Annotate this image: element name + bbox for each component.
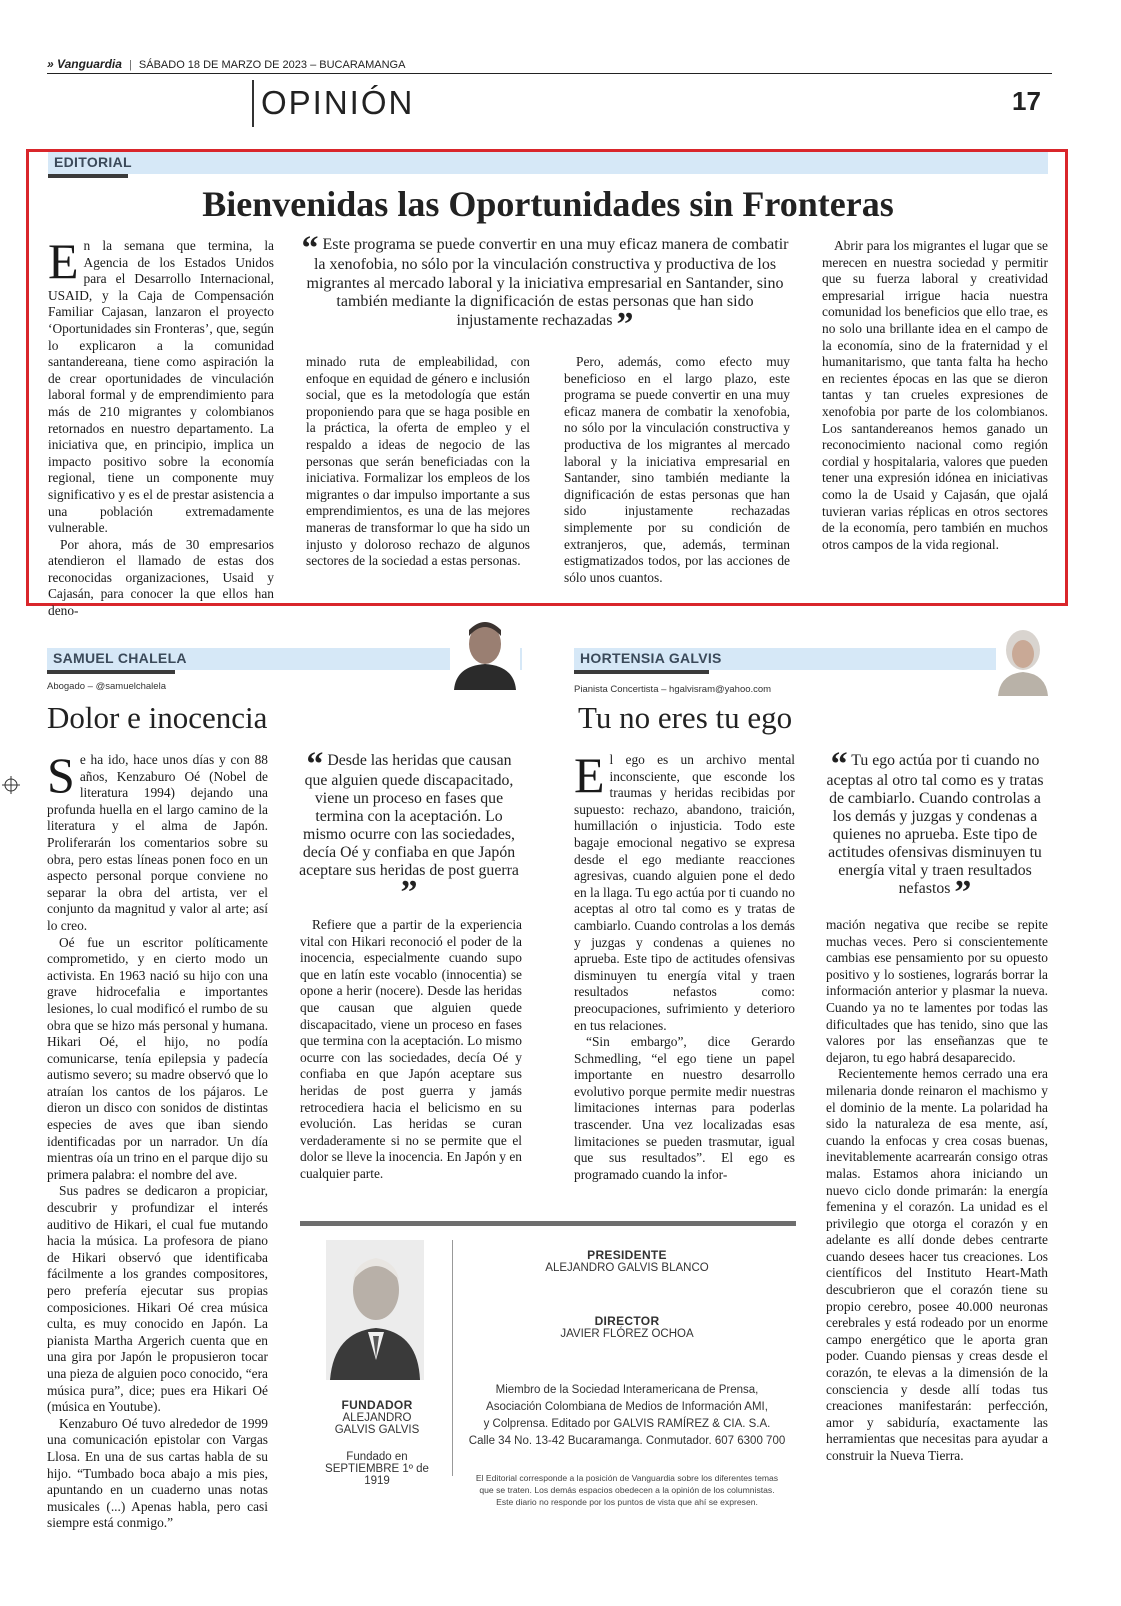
publisher-info-line: Miembro de la Sociedad Interamericana de Prensa, (495, 1384, 759, 1396)
drop-cap: S (47, 747, 75, 803)
publisher-info-line: Calle 34 No. 13-42 Bucaramanga. Conmutador. 607 6300 700 (468, 1435, 786, 1447)
editorial-title: Bienvenidas las Oportunidades sin Fronteras (202, 184, 894, 224)
president-name: ALEJANDRO GALVIS BLANCO (545, 1262, 709, 1274)
disclaimer-line: El Editorial corresponde a la posición de Vanguardia sobre los diferentes temas (475, 1473, 779, 1483)
founder-label: FUNDADOR (341, 1398, 413, 1412)
founded-line-2: SEPTIEMBRE 1º de 1919 (325, 1463, 429, 1487)
left-column-col-2 (300, 917, 522, 1183)
registration-mark-icon (2, 776, 20, 794)
staff-box-rule (300, 1221, 796, 1226)
column-paragraph: mación negativa que recibe se repite muchas veces. Pero si conscientemente cambias ese pensamiento por su opuesto positivo y lo sostienes, lograrás borrar la información anterior y plasmar la nueva. Cuando ya no te lamentes por todas las dificultades que has tenido, sino que las valores por las enseñanzas que te dejaron, tu ego habrá desaparecido. (826, 917, 1048, 1065)
close-quote-icon: ” (616, 305, 634, 343)
disclaimer-line: que se traten. Los demás espacios obedecen a la opinión de los columnistas. (479, 1485, 775, 1495)
right-column-section-bar (574, 648, 1048, 670)
left-column-pull-quote: “ Desde las heridas que causan que alguien quede discapacitado, viene un proceso en fases que termina con la aceptación. Lo mismo ocurre con las sociedades, decía Oé y confiaba en que Japón aceptare sus heridas de post guerra ” (299, 746, 519, 911)
disclaimer (456, 1472, 798, 1508)
editorial-col-3 (564, 354, 790, 586)
publisher-info-line: Asociación Colombiana de Medios de Información AMI, (486, 1401, 768, 1413)
left-column-col-1 (47, 747, 268, 1532)
author-photo (996, 624, 1050, 696)
founder-block (318, 1398, 436, 1487)
editorial-section-bar (48, 152, 1048, 174)
director-block (470, 1314, 784, 1340)
page-number: 17 (1012, 86, 1041, 116)
editorial-paragraph: Abrir para los migrantes el lugar que se merecen en nuestra sociedad y permitir que su fuerza laboral y creatividad empresarial irrigue hacia nuestra comunidad los beneficios que ello trae, es no solo una brillante idea en el campo de la economía, sino de la fraternidad y el humanitarismo, que tanta falta ha hecho en recientes épocas en las que se dieron tantas y tan crueles expresiones de xenofobia por parte de los colombianos. Los santandereanos hemos ganado un reconocimiento nacional como región cordial y hospitalaria, valores que pueden tener una expresión idónea en iniciativas como la de Usaid y Cajasán, que ojalá tuvieran varias réplicas en otros sectores de la economía, pero también en muchos otros campos de la vida regional. (822, 238, 1048, 552)
publisher-info (460, 1382, 794, 1450)
author-name: SAMUEL CHALELA (53, 650, 187, 666)
brand-logo: » Vanguardia (47, 57, 122, 71)
right-column-pull-quote: “ Tu ego actúa por ti cuando no aceptas al otro tal como es y tratas de cambiarlo. Cuando controlas a los demás y juzgas y condenas a quienes no aprueba. Este tipo de actitudes ofensivas disminuyen tu energía vital y traen resultados nefastos ” (826, 746, 1044, 911)
director-label: DIRECTOR (594, 1314, 660, 1328)
author-underline (47, 670, 175, 674)
founder-portrait (326, 1240, 424, 1380)
open-quote-icon: “ (301, 230, 319, 267)
founder-name-line-2: GALVIS GALVIS (334, 1424, 420, 1436)
editorial-col-2 (306, 354, 530, 570)
author-underline (574, 670, 709, 674)
president-label: PRESIDENTE (587, 1248, 667, 1262)
column-paragraph: Se ha ido, hace unos días y con 88 años, Kenzaburo Oé (Nobel de literatura 1994) dejando una profunda huella en el largo camino de la literatura y el alma de Japón. Proliferarán los comentarios sobre su obra, pero estas líneas ponen foco en un aspecto personal porque conviene no separar la obra del artista, ver el conjunto da magnitud y valor al arte; así lo creo. (47, 747, 268, 933)
president-block (470, 1248, 784, 1274)
column-title: Dolor e inocencia (47, 700, 268, 735)
masthead-rule (47, 73, 1052, 74)
editorial-paragraph: En la semana que termina, la Agencia de los Estados Unidos para el Desarrollo Internacional, USAID, y la Caja de Compensación Familiar Cajasan, lanzaron el proyecto ‘Oportunidades sin Fronteras’, que, según lo explicaron a la comunidad santandereana, tiene como aspiración la de crear oportunidades de vinculación laboral formal y de emprendimiento para más de 210 migrantes y colombianos retornados en nuestro departamento. La iniciativa que, en principio, implica un impacto positivo sobre la economía regional, tiene un componente muy significativo y es el de prestar asistencia a una población extremadamente vulnerable. (48, 233, 274, 536)
column-paragraph: Oé fue un escritor políticamente comprometido, y en cierto modo un activista. En 1963 nació su hijo con una grave hidrocefalia e importantes lesiones, lo cual modificó el rumbo de su obra que se hizo más personal y humana. Hikari Oé, el hijo, no podía comunicarse, tenía epilepsia y padecía autismo severo; su madre observó que lo atraían los cantos de los pájaros. Le dieron un disco con sonidos de distintas especies de aves que iban siendo identificadas por un narrador. Un día mientras oía un trino en el parque dijo su primera palabra: el nombre del ave. (47, 934, 268, 1182)
disclaimer-line: Este diario no responde por los puntos de vista que ahí se expresen. (496, 1497, 758, 1507)
editorial-paragraph: minado ruta de empleabilidad, con enfoque en equidad de género e inclusión social, que es la metodología que están proponiendo para que se haga posible en la práctica, la oferta de empleo y el respaldo a ideas de negocio de las personas que serán beneficiadas con la iniciativa. Formalizar los empleos de los migrantes o dar impulso importante a sus emprendimientos, es una de las mejores maneras de transformar lo que ha sido un injusto y doloroso rechazo de algunos sectores de la sociedad a estas personas. (306, 354, 530, 569)
editorial-label-underline (48, 174, 128, 178)
open-quote-icon: “ (830, 746, 848, 783)
column-paragraph: “Sin embargo”, dice Gerardo Schmedling, “el ego tiene un papel importante en nuestro desarrollo evolutivo porque permite medir nuestras limitaciones internas para poderlas trascender. Una vez localizadas esas limitaciones se pueden trasmutar, igual que sus resultados”. El ego es programado cuando la infor- (574, 1034, 795, 1182)
editorial-col-1 (48, 233, 274, 620)
drop-cap: E (48, 233, 79, 289)
column-paragraph: Sus padres se dedicaron a propiciar, descubrir y profundizar el interés auditivo de Hikari, el cual fue mutando hacia la música. La profesora de piano de Hikari observó que identificaba fácilmente a los grandes compositores, pero prefería ejecutar sus propias composiciones. Hikari Oé crea música culta, es muy conocido en Japón. La pianista Martha Argerich cuenta que en una gira por Japón le propusieron tocar una pieza de alguien poco conocido, “era música pura”, dice; pues era Hikari Oé (música en Youtube). (47, 1183, 268, 1415)
section-title: OPINIÓN (261, 84, 415, 121)
drop-cap: E (574, 747, 605, 803)
founded-line-1: Fundado en (346, 1451, 408, 1463)
director-name: JAVIER FLÓREZ OCHOA (560, 1328, 694, 1340)
author-byline: Pianista Concertista – hgalvisram@yahoo.com (574, 684, 772, 695)
editorial-pull-quote: “ Este programa se puede convertir en una muy eficaz manera de combatir la xenofobia, no sólo por la vinculación constructiva y productiva de los migrantes al mercado laboral y la iniciativa empresarial en Santander, sino también mediante la dignificación de estas personas que han sido injustamente rechazadas ” (301, 230, 789, 343)
column-paragraph: El ego es un archivo mental inconsciente, que esconde los traumas y heridas recibidas por supuesto: rechazo, abandono, traición, humillación o injusticia. Todo este bagaje emocional negativo se expresa desde el ego mediante reacciones agresivas, cuando alguien pone el dedo en la llaga. Tu ego actúa por ti cuando no aceptas al otro tal como es y tratas de cambiarlo. Cuando controlas a los demás y juzgas y condenas a quienes no aprueba. Este tipo de actitudes ofensivas disminuyen tu energía vital y traen resultados nefastos como: preocupaciones, sufrimiento y deterioro en tus relaciones. (574, 747, 795, 1033)
editorial-paragraph: Pero, además, como efecto muy beneficioso en el largo plazo, este programa se puede convertir en una muy eficaz manera de combatir la xenofobia, no sólo por la vinculación constructiva y productiva de los migrantes al mercado laboral y la iniciativa empresarial en Santander, sino también mediante la dignificación de estas personas que han sido injustamente rechazadas simplemente por su condición de extranjeros, que, además, terminan estigmatizados todos, por las acciones de sólo unos cuantos. (564, 354, 790, 585)
founder-name-line-1: ALEJANDRO (342, 1412, 412, 1424)
dateline: SÁBADO 18 DE MARZO DE 2023 – BUCARAMANGA (138, 59, 406, 71)
author-byline: Abogado – @samuelchalela (47, 681, 166, 692)
column-paragraph: Recientemente hemos cerrado una era milenaria donde reinaron el machismo y el dominio de la mente. La polaridad ha sido la naturaleza de esa mente, así, cuando la enfocas y crea cosas buenas, inevitablemente acarrearán consigo otras malas. Estamos ahora iniciando un nuevo ciclo donde primarán: la energía femenina y el corazón. La unidad es el privilegio que otorga el corazón y en adelante es allí donde debes centrarte cuando desees hacer tus creaciones. Los científicos del Instituto Heart-Math descubrieron que el corazón tiene su propio cerebro, posee 40.000 neuronas cerebrales y está rodeado por un enorme campo energético que le aporta gran poder. Cuando piensas y creas desde el corazón, te elevas a la dimensión de la consciencia y desde allí todas tus creaciones manifestarán: perfección, amor y sabiduría, exactamente las herramientas que necesitas para ayudar a construir la Nueva Tierra. (826, 1066, 1048, 1463)
close-quote-icon: ” (400, 874, 418, 911)
author-photo (450, 614, 520, 690)
right-column-col-2 (826, 917, 1048, 1465)
column-paragraph: Refiere que a partir de la experiencia vital con Hikari reconoció el poder de la inocencia, especialmente cuando supo que en latín este vocablo (innocentia) se opone a herir (nocere). Desde las heridas que causan que alguien quede discapacitado, viene un proceso en fases que termina con la aceptación. Lo mismo ocurre con las sociedades, decía Oé y confiaba en que Japón aceptare sus heridas de post guerra y jamás retrocediera hacia el belicismo en su evolución. Las heridas se curan verdaderamente si no se permite que el dolor se lleve la inocencia. En Japón y en cualquier parte. (300, 917, 522, 1181)
author-name: HORTENSIA GALVIS (580, 650, 722, 666)
editorial-col-4 (822, 238, 1048, 553)
publisher-info-line: y Colprensa. Editado por GALVIS RAMÍREZ & CIA. S.A. (483, 1418, 771, 1430)
editorial-label: EDITORIAL (54, 154, 132, 170)
masthead: » Vanguardia | SÁBADO 18 DE MARZO DE 2023 – BUCARAMANGA (47, 57, 406, 71)
right-column-col-1 (574, 747, 795, 1183)
open-quote-icon: “ (306, 746, 324, 783)
section-divider (252, 80, 254, 127)
close-quote-icon: ” (954, 874, 972, 911)
column-title: Tu no eres tu ego (578, 700, 793, 735)
staff-vertical-rule (452, 1240, 453, 1476)
editorial-paragraph: Por ahora, más de 30 empresarios atendieron el llamado de estas dos reconocidas organizaciones, Usaid y Cajasán, para conocer la que ellos han deno- (48, 536, 274, 619)
column-paragraph: Kenzaburo Oé tuvo alrededor de 1999 una comunicación epistolar con Vargas Llosa. En una de sus cartas habla de su hijo. “Tumbado boca abajo a mis pies, apuntando en un cuaderno unas notas musicales (...) Apenas habla, pero casi siempre está conmigo.” (47, 1415, 268, 1531)
